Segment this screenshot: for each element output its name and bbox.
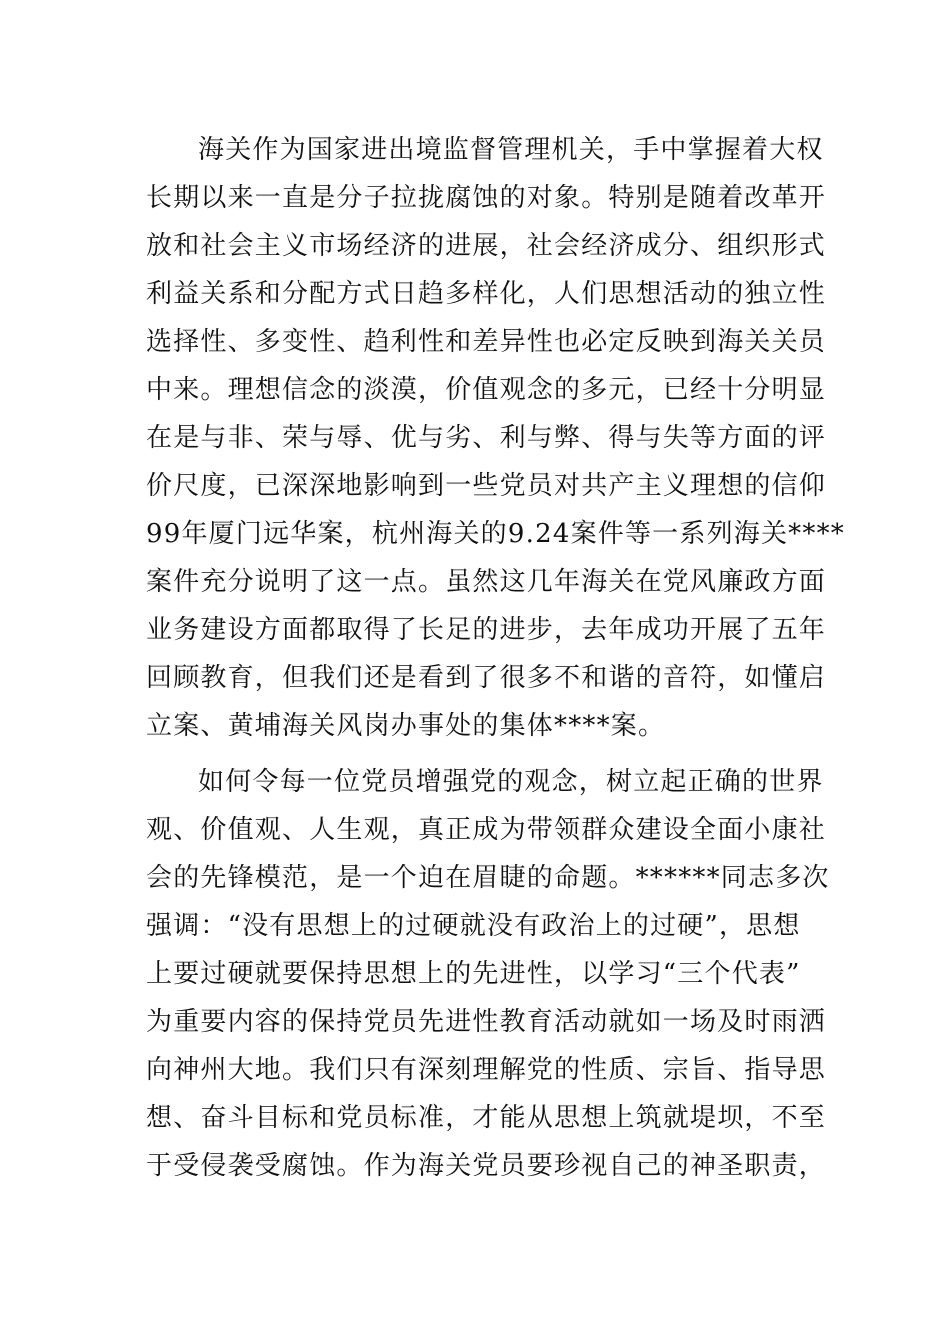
paragraph-2-line-2: 观、价值观、人生观，真正成为带领群众建设全面小康社 [146, 815, 827, 845]
paragraph-1-line-12: 回顾教育，但我们还是看到了很多不和谐的音符，如懂启 [146, 663, 827, 693]
paragraph-1-line-5: 选择性、多变性、趋利性和差异性也必定反映到海关关员 [146, 327, 827, 357]
paragraph-2-line-9: 于受侵袭受腐蚀。作为海关党员要珍视自己的神圣职责， [146, 1151, 827, 1181]
paragraph-2-line-4: 强调：“没有思想上的过硬就没有政治上的过硬”，思想 [146, 911, 801, 941]
paragraph-1-line-9: 99年厦门远华案，杭州海关的9.24案件等一系列海关**** [146, 519, 845, 549]
paragraph-2-line-3: 会的先锋模范，是一个迫在眉睫的命题。******同志多次 [146, 863, 830, 893]
paragraph-2-line-7: 向神州大地。我们只有深刻理解党的性质、宗旨、指导思 [146, 1055, 827, 1085]
paragraph-2-line-5: 上要过硬就要保持思想上的先进性，以学习“三个代表” [146, 959, 801, 989]
paragraph-2-line-6: 为重要内容的保持党员先进性教育活动就如一场及时雨洒 [146, 1007, 827, 1037]
paragraph-1-line-1: 海关作为国家进出境监督管理机关，手中掌握着大权 [198, 135, 824, 165]
paragraph-1-line-7: 在是与非、荣与辱、优与劣、利与弊、得与失等方面的评 [146, 423, 827, 453]
paragraph-1-line-4: 利益关系和分配方式日趋多样化，人们思想活动的独立性 [146, 279, 827, 309]
paragraph-1-line-2: 长期以来一直是分子拉拢腐蚀的对象。特别是随着改革开 [146, 183, 827, 213]
paragraph-1-line-10: 案件充分说明了这一点。虽然这几年海关在党风廉政方面 [146, 567, 827, 597]
paragraph-1-line-3: 放和社会主义市场经济的进展，社会经济成分、组织形式 [146, 231, 827, 261]
paragraph-2-line-8: 想、奋斗目标和党员标准，才能从思想上筑就堤坝，不至 [146, 1103, 827, 1133]
paragraph-1-line-8: 价尺度，已深深地影响到一些党员对共产主义理想的信仰 [146, 471, 827, 501]
paragraph-1-line-11: 业务建设方面都取得了长足的进步，去年成功开展了五年 [146, 615, 827, 645]
paragraph-1-line-6: 中来。理想信念的淡漠，价值观念的多元，已经十分明显 [146, 375, 827, 405]
paragraph-1-line-13: 立案、黄埔海关风岗办事处的集体****案。 [146, 711, 666, 741]
paragraph-2-line-1: 如何令每一位党员增强党的观念，树立起正确的世界 [198, 767, 824, 797]
